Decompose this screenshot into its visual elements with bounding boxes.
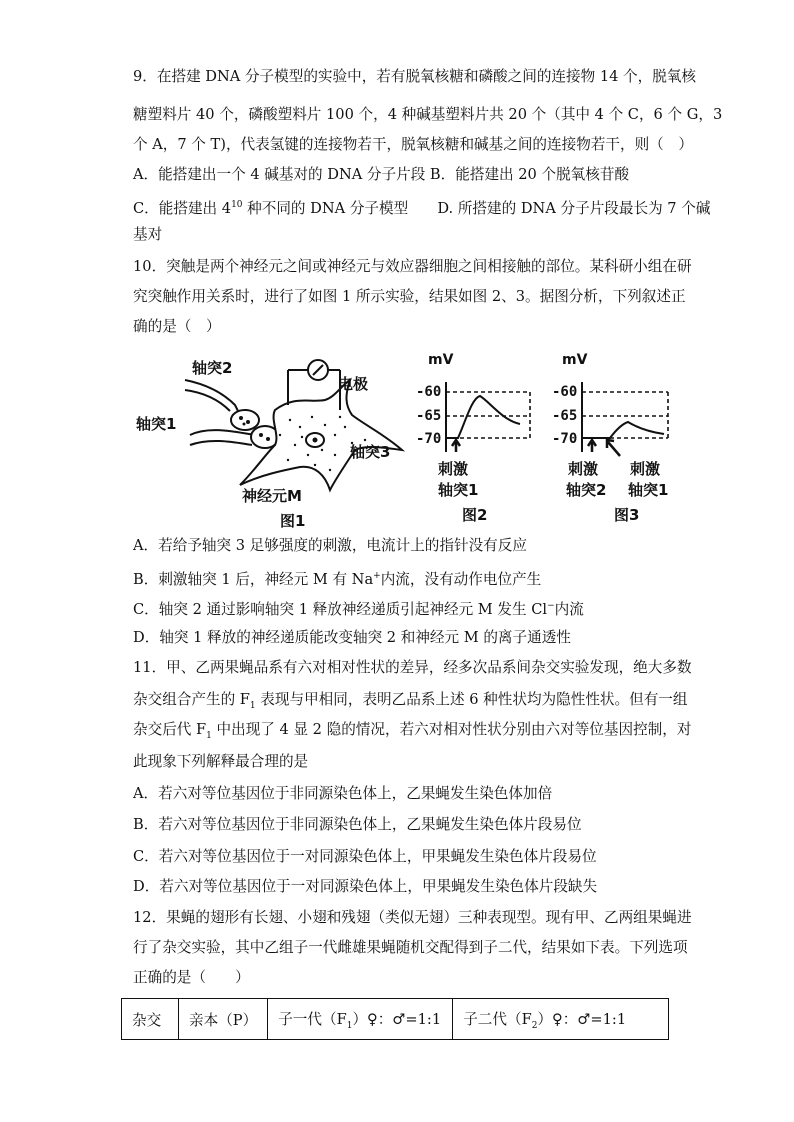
q11-line3-text: 杂交后代 F	[133, 721, 207, 738]
figure-1-caption: 图1	[280, 512, 306, 530]
figure-3-tick-70: -70	[552, 431, 578, 447]
q10-option-c-sup: −	[547, 601, 555, 611]
q11-line2-text: 杂交组合产生的 F	[133, 691, 250, 708]
table-header-f1-sub: 1	[346, 1020, 353, 1031]
q11-option-a: A．若六对等位基因位于非同源染色体上，乙果蝇发生染色体加倍	[133, 785, 553, 802]
q12-line1: 12．果蝇的翅形有长翅、小翅和残翅（类似无翅）三种表现型。现有甲、乙两组果蝇进	[133, 909, 692, 926]
label-axon1: 轴突1	[136, 415, 177, 433]
figure-3	[552, 352, 682, 527]
table-header-f2-text: 子二代（F	[463, 1010, 532, 1028]
figure-2-unit: mV	[428, 352, 454, 368]
figure-1	[130, 355, 410, 530]
figure-3-unit: mV	[562, 352, 588, 368]
table-header-f1	[268, 999, 453, 1040]
q11-option-c: C．若六对等位基因位于一对同源染色体上，甲果蝇发生染色体片段易位	[133, 848, 597, 865]
q11-line1: 11．甲、乙两果蝇品系有六对相对性状的差异，经多次品系间杂交实验发现，绝大多数	[133, 659, 692, 676]
table-header-f1-text: 子一代（F	[278, 1010, 347, 1028]
figure-2-plot	[444, 380, 534, 460]
figure-3-plot	[580, 380, 672, 464]
label-neuron-m: 神经元M	[242, 487, 302, 505]
figure-3-axon2-label: 轴突2	[566, 481, 607, 499]
q9-option-c-d-text: 种不同的 DNA 分子模型 D. 所搭建的 DNA 分子片段最长为 7 个碱	[242, 199, 711, 217]
figure-3-tick-60: -60	[552, 384, 578, 400]
figure-2-caption: 图2	[462, 506, 488, 524]
q11-line2	[133, 690, 688, 716]
figure-2-tick-60: -60	[416, 384, 442, 400]
q10-option-b-text: B．刺激轴突 1 后，神经元 M 有 Na	[133, 570, 374, 588]
figure-3-stim2-label: 刺激	[568, 460, 599, 478]
q10-option-d: D．轴突 1 释放的神经递质能改变轴突 2 和神经元 M 的离子通透性	[133, 629, 571, 646]
table-header-cross: 杂交	[122, 999, 179, 1040]
q11-line3-sub: 1	[206, 730, 212, 741]
figure-3-tick-65: -65	[552, 408, 578, 424]
q9-option-c-exponent: 10	[231, 200, 243, 210]
label-axon3: 轴突3	[350, 443, 391, 461]
q12-line3: 正确的是（ ）	[133, 969, 250, 986]
figure-3-caption: 图3	[614, 506, 640, 524]
q10-option-c-text: C．轴突 2 通过影响轴突 1 释放神经递质引起神经元 M 发生 Cl	[133, 600, 548, 618]
figure-2	[410, 352, 530, 527]
table-header-parent: 亲本（P）	[179, 999, 268, 1040]
q10-option-b	[133, 566, 541, 590]
q11-line3-tail: 中出现了 4 显 2 隐的情况，若六对相对性状分别由六对等位基因控制，对	[211, 721, 692, 738]
q11-line2-tail: 表现与甲相同，表明乙品系上述 6 种性状均为隐性性状。但有一组	[255, 691, 688, 708]
q9-line1: 9．在搭建 DNA 分子模型的实验中，若有脱氧核糖和磷酸之间的连接物 14 个，脱氧核	[133, 68, 697, 85]
q10-line2: 究突触作用关系时，进行了如图 1 所示实验，结果如图 2、3。据图分析，下列叙述正	[133, 288, 686, 305]
q10-option-b-sup: +	[373, 571, 381, 581]
q10-line3: 确的是（ ）	[133, 318, 221, 335]
q9-option-d-line2: 基对	[133, 226, 163, 243]
q11-line2-sub: 1	[249, 700, 256, 711]
q9-option-c-text: C．能搭建出 4	[133, 199, 232, 217]
table-header-f2	[453, 999, 669, 1040]
q10-option-c	[133, 596, 584, 620]
figure-3-stim1-label: 刺激	[630, 460, 661, 478]
q10-line1: 10．突触是两个神经元之间或神经元与效应器细胞之间相接触的部位。某科研小组在研	[133, 258, 692, 275]
table-header-f2-tail: ）♀：♂=1:1	[537, 1010, 627, 1028]
q9-line2: 糖塑料片 40 个，磷酸塑料片 100 个，4 种碱基塑料片共 20 个（其中 4 个 C，6 个 G，3	[133, 106, 723, 123]
q10-option-a: A．若给予轴突 3 足够强度的刺激，电流计上的指针没有反应	[133, 537, 527, 554]
table-header-f2-sub: 2	[531, 1020, 538, 1031]
figure-3-axon1-label: 轴突1	[628, 481, 669, 499]
q9-option-a-b: A．能搭建出一个 4 碱基对的 DNA 分子片段 B．能搭建出 20 个脱氧核苷酸	[133, 166, 630, 183]
q9-option-c-d	[133, 195, 710, 219]
label-axon2: 轴突2	[192, 359, 233, 377]
q11-line3	[133, 720, 691, 746]
figure-2-tick-65: -65	[416, 408, 442, 424]
figure-2-axon-label: 轴突1	[438, 481, 479, 499]
q11-option-b: B．若六对等位基因位于非同源染色体上，乙果蝇发生染色体片段易位	[133, 816, 582, 833]
label-electrode: 电极	[338, 375, 369, 393]
figure-2-stim-label: 刺激	[438, 460, 469, 478]
table-header-f1-tail: ）♀：♂=1:1	[352, 1010, 442, 1028]
q12-line2: 行了杂交实验，其中乙组子一代雌雄果蝇随机交配得到子二代，结果如下表。下列选项	[133, 939, 688, 956]
q11-option-d: D．若六对等位基因位于一对同源染色体上，甲果蝇发生染色体片段缺失	[133, 878, 598, 895]
q10-option-b-tail: 内流，没有动作电位产生	[380, 570, 542, 588]
q9-line3: 个 A，7 个 T)，代表氢键的连接物若干，脱氧核糖和碱基之间的连接物若干，则（ ）	[133, 136, 693, 153]
figure-2-tick-70: -70	[416, 431, 442, 447]
q10-option-c-tail: 内流	[554, 600, 584, 618]
table-header-row	[122, 999, 669, 1040]
q11-line4: 此现象下列解释最合理的是	[133, 753, 309, 770]
q12-table	[121, 998, 669, 1040]
